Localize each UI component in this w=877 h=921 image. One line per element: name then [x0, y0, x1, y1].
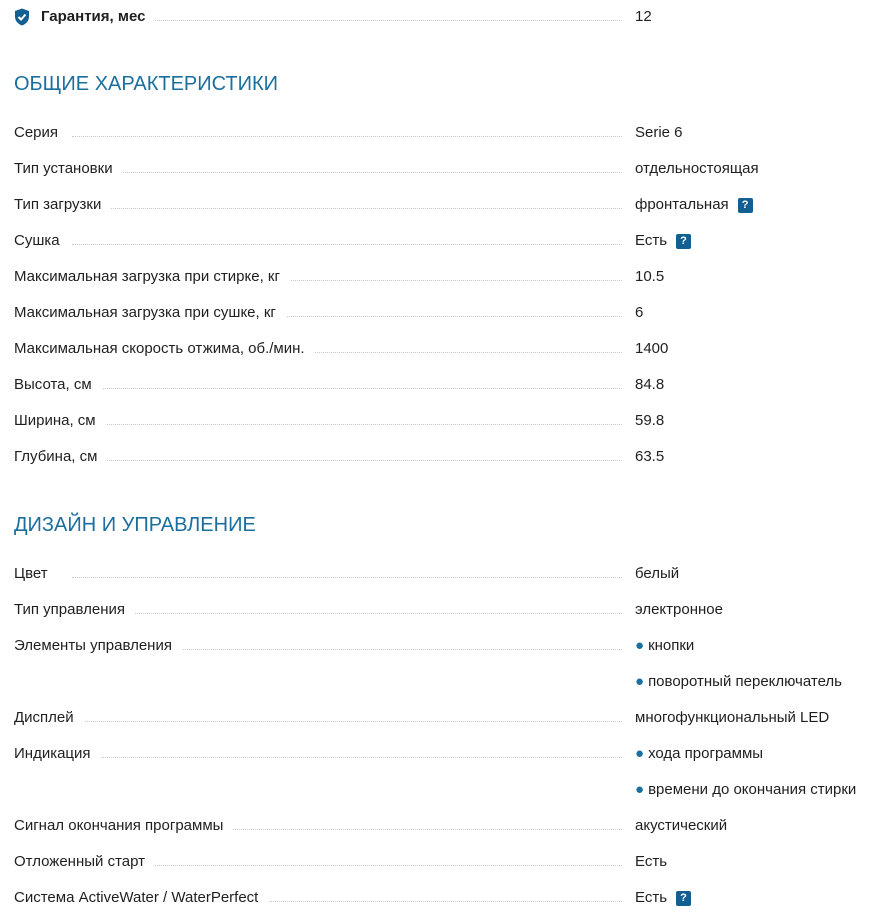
spec-label: Ширина, см: [14, 412, 106, 430]
spec-value-text: 1400: [635, 340, 669, 357]
spec-value-bullet: хода программы: [648, 745, 764, 762]
spec-value: [635, 889, 691, 907]
spec-row: [14, 332, 872, 368]
warranty-label: [14, 8, 155, 26]
spec-row: [14, 296, 872, 332]
leader-dots: [72, 460, 622, 461]
spec-row: [14, 845, 872, 881]
spec-value-text: многофункциональный LED: [635, 709, 830, 726]
spec-label: Тип управления: [14, 601, 135, 619]
spec-value: [635, 160, 759, 178]
spec-value: [635, 376, 664, 394]
spec-label: Тип установки: [14, 160, 123, 178]
leader-dots: [72, 244, 622, 245]
spec-row: [14, 593, 872, 629]
leader-dots: [72, 721, 622, 722]
spec-row: [14, 557, 872, 593]
spec-value: [635, 745, 763, 763]
warranty-value: 12: [635, 8, 652, 25]
spec-row: [14, 440, 872, 476]
spec-value-text: 6: [635, 304, 644, 321]
spec-value-text: акустический: [635, 817, 728, 834]
spec-label: Элементы управления: [14, 637, 182, 655]
spec-value-text: Есть: [635, 889, 668, 906]
spec-row-continuation: [14, 665, 872, 701]
spec-label: Максимальная скорость отжима, об./мин.: [14, 340, 315, 358]
spec-value-text: фронтальная: [635, 196, 729, 213]
help-icon[interactable]: ?: [676, 234, 691, 249]
spec-value: [635, 412, 664, 430]
spec-label: Высота, см: [14, 376, 102, 394]
spec-value-bullet: поворотный переключатель: [648, 673, 843, 690]
spec-row: [14, 881, 872, 917]
leader-dots: [72, 424, 622, 425]
spec-label: Максимальная загрузка при сушке, кг: [14, 304, 286, 322]
spec-row: [14, 116, 872, 152]
spec-row-continuation: [14, 773, 872, 809]
spec-value: [635, 268, 664, 286]
shield-check-icon: [14, 8, 30, 26]
leader-dots: [72, 388, 622, 389]
leader-dots: [72, 172, 622, 173]
bullet-icon: ●: [635, 673, 645, 690]
bullet-icon: ●: [635, 637, 645, 654]
help-icon[interactable]: ?: [676, 891, 691, 906]
spec-label: Отложенный старт: [14, 853, 155, 871]
spec-value-text: Есть: [635, 232, 668, 249]
spec-label: Сушка: [14, 232, 70, 250]
spec-value: [635, 340, 668, 358]
spec-row: [14, 701, 872, 737]
leader-dots: [72, 208, 622, 209]
section-title-general: ОБЩИЕ ХАРАКТЕРИСТИКИ: [14, 73, 279, 95]
leader-dots: [72, 613, 622, 614]
spec-row: [14, 260, 872, 296]
spec-value-text: белый: [635, 565, 680, 582]
spec-value-text: 84.8: [635, 376, 665, 393]
leader-dots: [72, 577, 622, 578]
spec-value-text: Serie 6: [635, 124, 683, 141]
spec-label: Индикация: [14, 745, 101, 763]
warranty-row: [14, 0, 872, 36]
spec-value: [635, 637, 694, 655]
spec-row: [14, 809, 872, 845]
spec-value: [635, 196, 753, 214]
spec-value: [635, 709, 829, 727]
spec-row: [14, 629, 872, 665]
spec-value: [635, 448, 664, 466]
spec-row: [14, 404, 872, 440]
spec-row: [14, 368, 872, 404]
spec-value: [635, 232, 691, 250]
spec-value: [635, 124, 683, 142]
spec-value-bullet: времени до окончания стирки: [648, 781, 857, 798]
spec-value-bullet: кнопки: [648, 637, 695, 654]
spec-label: Дисплей: [14, 709, 84, 727]
spec-row: [14, 188, 872, 224]
spec-label: Глубина, см: [14, 448, 107, 466]
spec-value: [635, 304, 643, 322]
leader-dots: [72, 136, 622, 137]
spec-value: [635, 601, 723, 619]
spec-row: [14, 224, 872, 260]
spec-row: [14, 152, 872, 188]
spec-value: [635, 781, 856, 799]
spec-value-text: 59.8: [635, 412, 665, 429]
spec-value: [635, 853, 667, 871]
help-icon[interactable]: ?: [738, 198, 753, 213]
leader-dots: [72, 757, 622, 758]
spec-value: [635, 817, 727, 835]
spec-value-text: 10.5: [635, 268, 665, 285]
spec-value-text: 63.5: [635, 448, 665, 465]
spec-label: Сигнал окончания программы: [14, 817, 233, 835]
bullet-icon: ●: [635, 781, 645, 798]
spec-value-text: отдельностоящая: [635, 160, 759, 177]
spec-label: Тип загрузки: [14, 196, 111, 214]
spec-label: Система ActiveWater / WaterPerfect: [14, 889, 268, 907]
spec-label: Максимальная загрузка при стирке, кг: [14, 268, 290, 286]
spec-value: [635, 673, 842, 691]
spec-label: Серия: [14, 124, 68, 142]
spec-value: [635, 565, 679, 583]
spec-value-text: Есть: [635, 853, 668, 870]
section-title-design: ДИЗАЙН И УПРАВЛЕНИЕ: [14, 514, 256, 536]
bullet-icon: ●: [635, 745, 645, 762]
spec-label: Цвет: [14, 565, 58, 583]
warranty-label-text: Гарантия, мес: [41, 8, 146, 25]
spec-row: [14, 737, 872, 773]
spec-value-text: электронное: [635, 601, 723, 618]
